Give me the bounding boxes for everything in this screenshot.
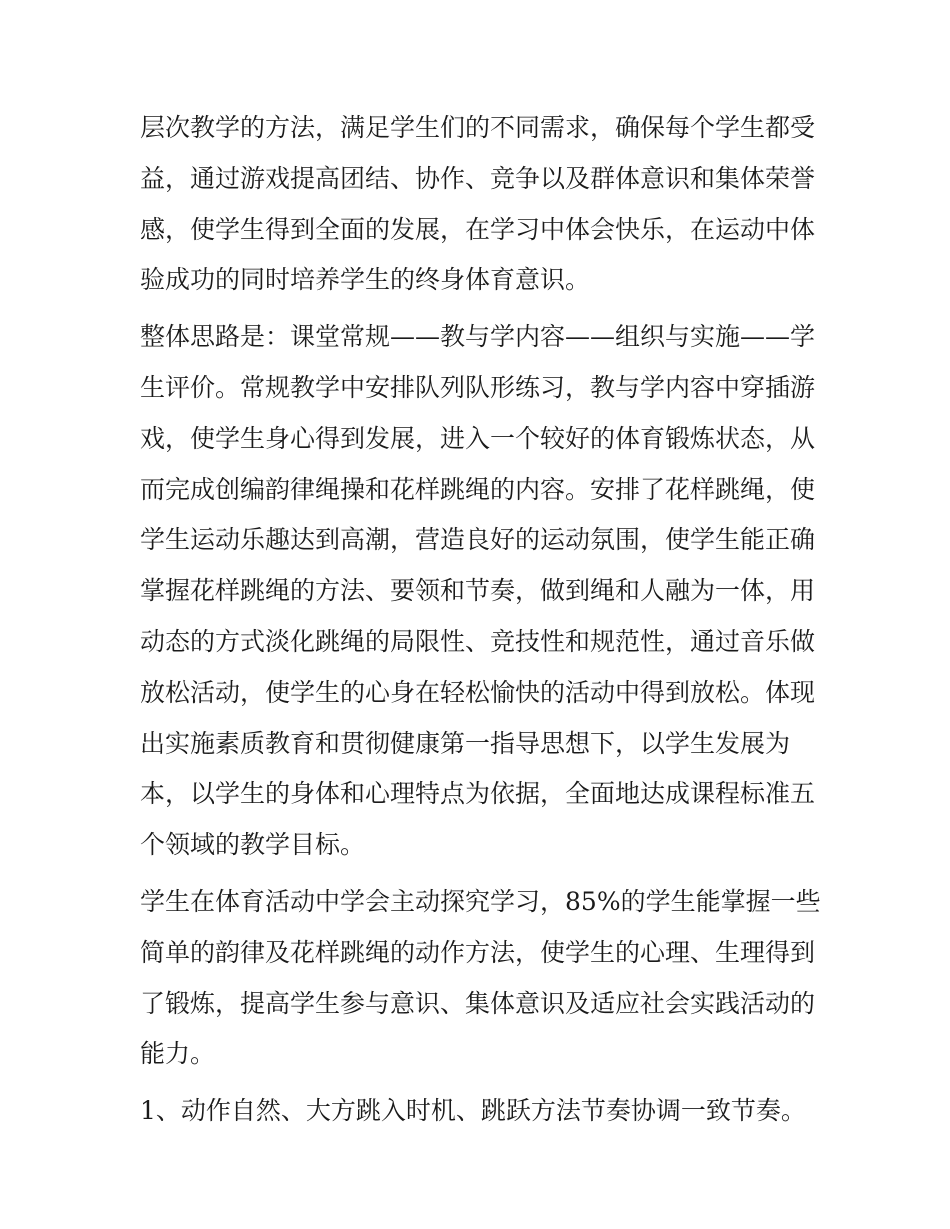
text-line: 了锻炼，提高学生参与意识、集体意识及适应社会实践活动的 (140, 988, 816, 1018)
text-line: 能力。 (140, 1039, 216, 1069)
text-line: 掌握花样跳绳的方法、要领和节奏，做到绳和人融为一体，用 (140, 576, 816, 606)
text-line: 动态的方式淡化跳绳的局限性、竞技性和规范性，通过音乐做 (140, 626, 816, 656)
text-line: 简单的韵律及花样跳绳的动作方法，使学生的心理、生理得到 (140, 937, 816, 967)
text-line: 1、动作自然、大方跳入时机、跳跃方法节奏协调一致节奏。 (140, 1096, 806, 1126)
text-line: 学生运动乐趣达到高潮，营造良好的运动氛围，使学生能正确 (140, 525, 816, 555)
text-line: 戏，使学生身心得到发展，进入一个较好的体育锻炼状态，从 (140, 423, 816, 453)
text-line: 生评价。常规教学中安排队列队形练习，教与学内容中穿插游 (140, 372, 816, 402)
document-body (140, 103, 821, 1137)
text-line: 而完成创编韵律绳操和花样跳绳的内容。安排了花样跳绳，使 (140, 474, 816, 504)
text-line: 个领域的教学目标。 (140, 830, 366, 860)
text-line: 本，以学生的身体和心理特点为依据，全面地达成课程标准五 (140, 779, 816, 809)
paragraph-teaching-goals (140, 103, 816, 306)
text-line: 益，通过游戏提高团结、协作、竞争以及群体意识和集体荣誉 (140, 163, 816, 193)
paragraph-learning-outcomes (140, 877, 821, 1080)
text-line: 层次教学的方法，满足学生们的不同需求，确保每个学生都受 (140, 113, 816, 142)
text-line: 放松活动，使学生的心身在轻松愉快的活动中得到放松。体现 (140, 677, 816, 707)
text-line: 学生在体育活动中学会主动探究学习，85%的学生能掌握一些 (140, 886, 821, 916)
text-line: 感，使学生得到全面的发展，在学习中体会快乐，在运动中体 (140, 214, 816, 244)
paragraph-list-item-1 (140, 1086, 812, 1137)
text-line: 验成功的同时培养学生的终身体育意识。 (140, 265, 591, 295)
paragraph-overall-approach (140, 312, 816, 871)
text-line: 出实施素质教育和贯彻健康第一指导思想下，以学生发展为 (140, 728, 791, 758)
text-line: 整体思路是：课堂常规——教与学内容——组织与实施——学 (140, 322, 816, 352)
